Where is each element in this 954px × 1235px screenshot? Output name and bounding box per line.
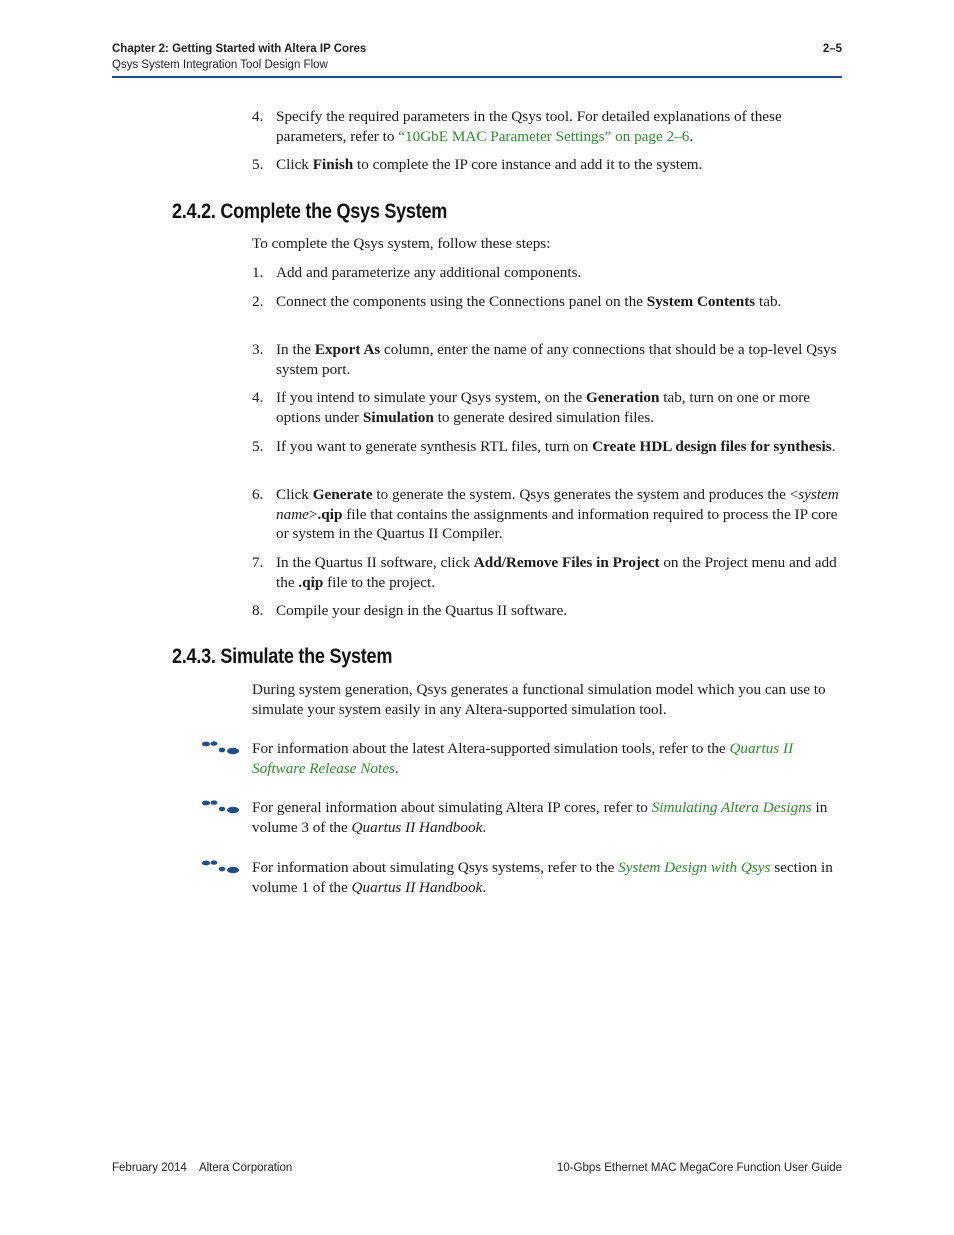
footprints-icon [200, 860, 242, 876]
list-number: 2. [252, 293, 264, 310]
list-number: 7. [252, 554, 264, 571]
footprints-icon [200, 800, 242, 816]
bold-text: Finish [312, 156, 354, 173]
bold-text: System Contents [646, 293, 756, 310]
section-intro: During system generation, Qsys generates a functional simulation model which you can use to simulate your system easily in any Altera-supported simulation tool. [252, 681, 826, 718]
list-item [252, 107, 847, 146]
bold-text: Simulation [362, 408, 434, 426]
bold-text: Export As [314, 341, 381, 358]
text: Click [276, 486, 313, 503]
list-item [252, 601, 847, 621]
parameter-settings-link[interactable]: “10GbE MAC Parameter Settings” on page 2–6 [398, 127, 690, 145]
text: Compile your design in the Quartus II software. [276, 602, 568, 619]
header-chapter: Chapter 2: Getting Started with Altera IP Cores [112, 43, 367, 55]
text: Add and parameterize any additional components. [276, 264, 582, 281]
section-heading: 2.4.2. Complete the Qsys System [172, 200, 448, 223]
text: For general information about simulating Altera IP cores, refer to [252, 799, 652, 816]
list-number: 3. [252, 341, 264, 358]
list-number: 6. [252, 486, 264, 503]
text: tab. [755, 293, 782, 310]
bold-text: Add/Remove Files in Project [473, 554, 660, 571]
bold-text: .qip [298, 573, 324, 591]
text: . [394, 759, 399, 777]
text: file that contains the assignments and information required to process the IP core or system in the Quartus II Compiler. [276, 505, 838, 542]
text: If you want to generate synthesis RTL files, turn on [276, 438, 593, 455]
text: . [689, 127, 694, 145]
bold-text: .qip [317, 505, 343, 523]
text: section in volume 1 of the [252, 859, 833, 896]
text: In the Quartus II software, click [276, 554, 474, 571]
footprints-icon [200, 741, 242, 757]
bold-text: Create HDL design files for synthesis [592, 438, 832, 455]
bold-text: Generation [586, 389, 660, 406]
section-intro: To complete the Qsys system, follow these steps: [252, 235, 551, 252]
text: Click [276, 156, 313, 173]
list-item [252, 437, 847, 457]
text: . [831, 438, 836, 455]
list-number: 8. [252, 602, 264, 619]
list-item [252, 292, 847, 312]
list-item [252, 553, 847, 592]
text: Specify the required parameters in the Qsys tool. For detailed explanations of these parameters, refer to [276, 108, 782, 145]
text: to complete the IP core instance and add it to the system. [353, 156, 703, 173]
text: For information about simulating Qsys systems, refer to the [252, 859, 619, 876]
footer-right: 10-Gbps Ethernet MAC MegaCore Function User Guide [556, 1162, 842, 1174]
text: to generate the system. Qsys generates the system and produces the < [372, 486, 799, 503]
italic-text: Quartus II Handbook [351, 878, 483, 896]
text: file to the project. [323, 573, 436, 591]
list-item [252, 340, 847, 379]
text: If you intend to simulate your Qsys system, on the [276, 389, 587, 406]
note-text [252, 739, 847, 778]
text: column, enter the name of any connections that should be a top-level Qsys system port. [276, 341, 837, 378]
section-heading: 2.4.3. Simulate the System [172, 645, 393, 668]
footer-left: February 2014 Altera Corporation [112, 1162, 293, 1174]
text: . [482, 818, 487, 836]
text: . [482, 878, 487, 896]
bold-text: Generate [312, 486, 373, 503]
text: In the [276, 341, 315, 358]
list-number: 1. [252, 264, 264, 281]
header-section: Qsys System Integration Tool Design Flow [112, 59, 328, 71]
list-item [252, 485, 847, 544]
simulating-designs-link[interactable]: Simulating Altera Designs [651, 799, 812, 816]
list-number: 4. [252, 108, 264, 125]
list-item [252, 388, 847, 427]
text: on the Project menu and add the [276, 554, 837, 591]
list-item [252, 155, 847, 175]
header-rule [112, 76, 842, 78]
text: Connect the components using the Connections panel on the [276, 293, 647, 310]
page-number: 2–5 [822, 43, 842, 55]
list-item [252, 263, 847, 283]
note-text [252, 858, 847, 897]
list-number: 4. [252, 389, 264, 406]
system-design-qsys-link[interactable]: System Design with Qsys [618, 859, 771, 876]
list-number: 5. [252, 156, 264, 173]
text: tab, turn on one or more options under [276, 389, 811, 426]
note-text [252, 798, 847, 837]
text: For information about the latest Altera-supported simulation tools, refer to the [252, 740, 730, 757]
italic-text: system name [276, 486, 839, 523]
text: in volume 3 of the [252, 799, 828, 836]
italic-text: Quartus II Handbook [351, 818, 483, 836]
text: > [308, 505, 318, 523]
text: to generate desired simulation files. [433, 408, 654, 426]
release-notes-link[interactable]: Quartus II Software Release Notes [252, 740, 794, 777]
list-number: 5. [252, 438, 264, 455]
